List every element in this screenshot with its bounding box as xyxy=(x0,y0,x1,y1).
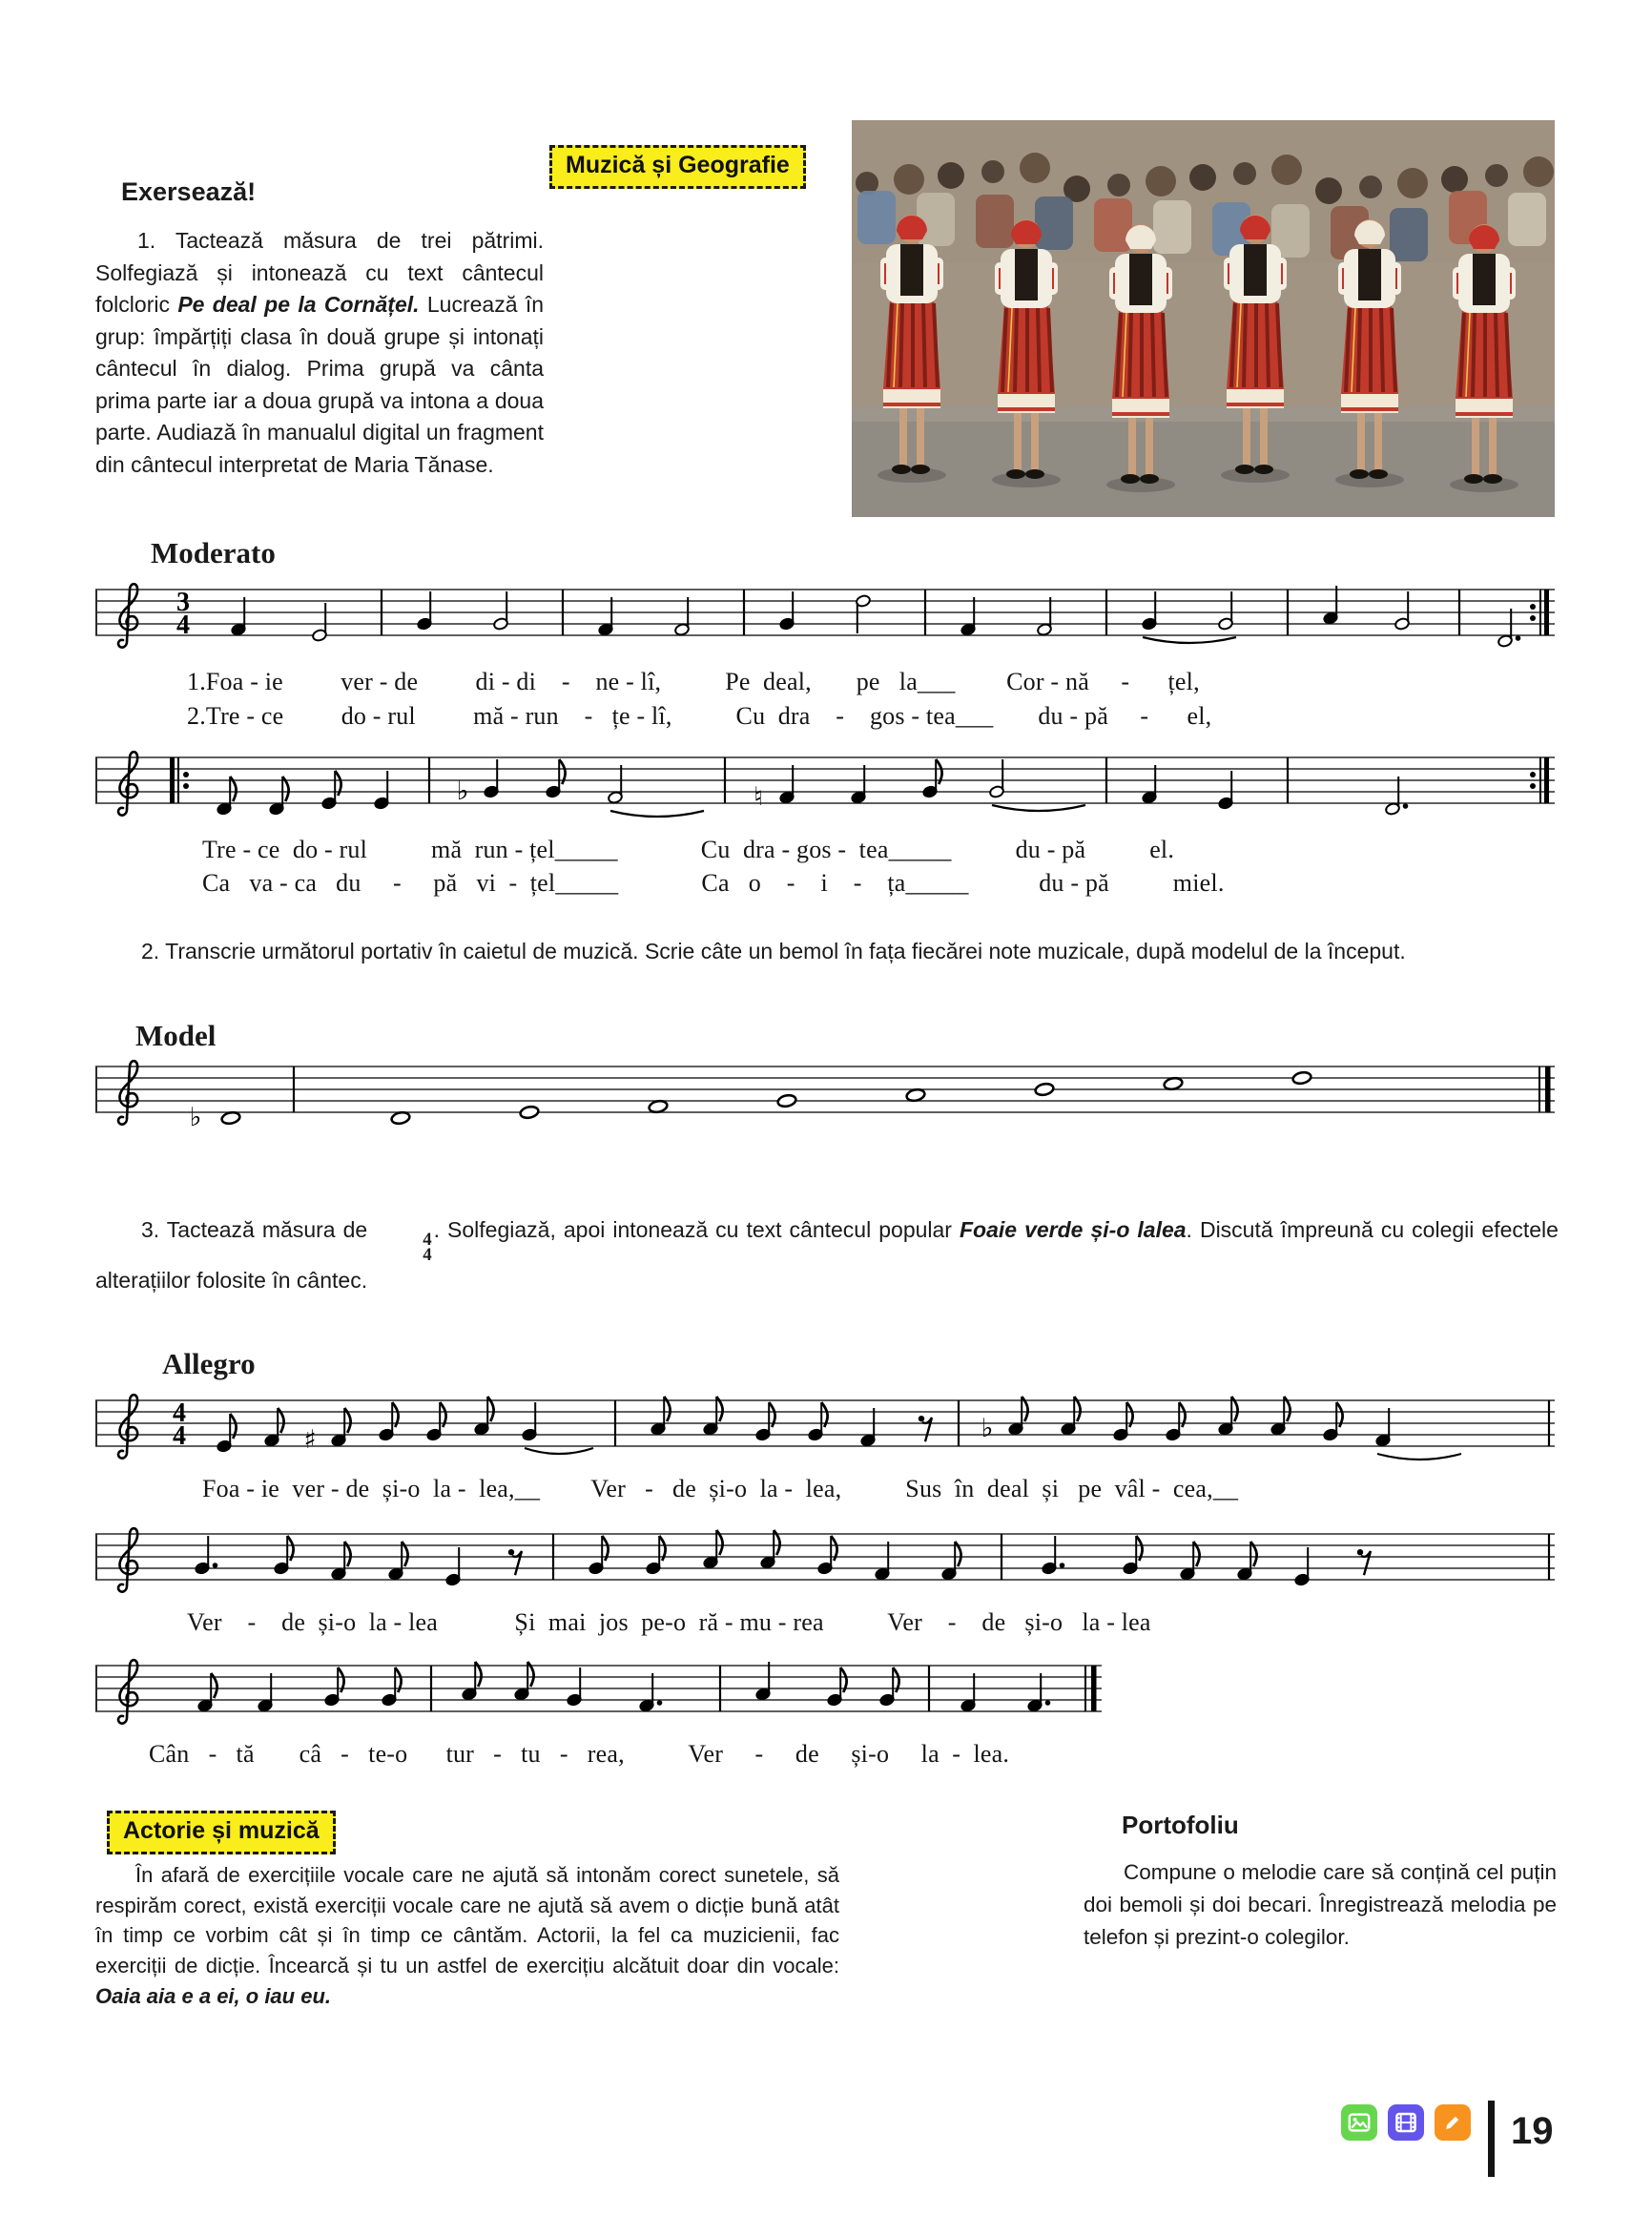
lyrics-moderato-1-verse-1: 1.Foa - ie ver - de di - di - ne - lî, Pe deal, pe la___ Cor - nă - țel, xyxy=(187,668,1200,695)
svg-text:4: 4 xyxy=(173,1421,186,1451)
model-label: Model xyxy=(135,1019,217,1052)
badge-actorie-muzica: Actorie și muzică xyxy=(107,1811,336,1854)
lyrics-allegro-1: Foa - ie ver - de și-o la - lea,__ Ver - de și-o la - lea, Sus în deal și pe vâl - cea,__ xyxy=(202,1475,1239,1502)
page-number-divider xyxy=(1488,2101,1495,2177)
exercise-1-paragraph: 1. Tactează măsura de trei pătrimi. Solfegiază și intonează cu text cântecul folcloric Pe deal pe la Cornățel. Lucrează în grup: împărțiți clasa în două grupe și intonați cântecul în dialog. Prima grupă va cânta prima parte iar a doua grupă va intona a doua parte. Audiază în manualul digital un fragment din cântecul interpretat de Maria Tănase. xyxy=(95,228,545,478)
page-number: 19 xyxy=(1511,2110,1554,2152)
svg-text:4: 4 xyxy=(176,611,190,640)
svg-text:♯: ♯ xyxy=(303,1425,317,1455)
film-icon xyxy=(1388,2104,1424,2141)
exercise-3-paragraph: 3. Tactează măsura de 4 4 . Solfegiază, apoi intonează cu text cântecul popular Foaie verde și-o lalea. Discută împreună cu colegii efectele alterațiilor folosite în cântec. xyxy=(95,1217,1559,1294)
lyrics-allegro-2: Ver - de și-o la - lea Și mai jos pe-o ră - mu - rea Ver - de și-o la - lea xyxy=(187,1608,1151,1636)
actorie-paragraph: În afară de exercițiile vocale care ne ajută să intonăm corect sunetele, să respirăm corect, există exerciții vocale care ne ajută să avem o dicție bună atât în timp ce vorbim cât și în timp ce cântăm. Actorii, la fel ca muzicienii, fac exerciții de dicție. Încearcă și tu un astfel de exercițiu alcătuit doar din vocale: Oaia aia e a ei, o iau eu. xyxy=(95,1863,839,2008)
svg-text:4: 4 xyxy=(173,1398,186,1428)
staff-allegro-3 xyxy=(95,1648,1102,1744)
badge-muzica-geografie: Muzică și Geografie xyxy=(549,145,806,189)
portofoliu-paragraph: Compune o melodie care să conțină cel puțin doi bemoli și doi becari. Înregistrează melodia pe telefon și prezint-o colegilor. xyxy=(1084,1860,1557,1949)
lyrics-moderato-2-verse-1: Tre - ce do - rul mă run - țel_____ Cu dra - gos - tea_____ du - pă el. xyxy=(202,836,1175,863)
exerseaza-heading: Exersează! xyxy=(121,177,257,206)
staff-moderato-2 xyxy=(95,740,1555,836)
staff-model xyxy=(95,1049,1555,1145)
staff-allegro-2 xyxy=(95,1517,1555,1612)
svg-text:♮: ♮ xyxy=(754,782,763,812)
portofoliu-heading: Portofoliu xyxy=(1122,1811,1239,1839)
staff-moderato-1 xyxy=(95,572,1555,668)
lyrics-allegro-3: Cân - tă câ - te-o tur - tu - rea, Ver - de și-o la - lea. xyxy=(149,1740,1010,1768)
svg-text:♭: ♭ xyxy=(456,777,469,806)
svg-text:3: 3 xyxy=(176,588,190,617)
tempo-moderato: Moderato xyxy=(151,536,276,570)
staff-allegro-1 xyxy=(95,1383,1555,1479)
lyrics-moderato-2-verse-2: Ca va - ca du - pă vi - țel_____ Ca o - i - ța_____ du - pă miel. xyxy=(202,869,1225,897)
tempo-allegro: Allegro xyxy=(162,1347,256,1380)
image-icon xyxy=(1341,2104,1377,2141)
folk-dancers-photo xyxy=(852,120,1555,517)
svg-text:♭: ♭ xyxy=(189,1103,202,1132)
svg-text:♭: ♭ xyxy=(981,1414,994,1443)
pencil-icon xyxy=(1435,2104,1471,2141)
lyrics-moderato-1-verse-2: 2.Tre - ce do - rul mă - run - țe - lî, Cu dra - gos - tea___ du - pă - el, xyxy=(187,702,1212,730)
exercise-2-paragraph: 2. Transcrie următorul portativ în caietul de muzică. Scrie câte un bemol în fața fiecărei note muzicale, după modelul de la început. xyxy=(141,939,1406,963)
